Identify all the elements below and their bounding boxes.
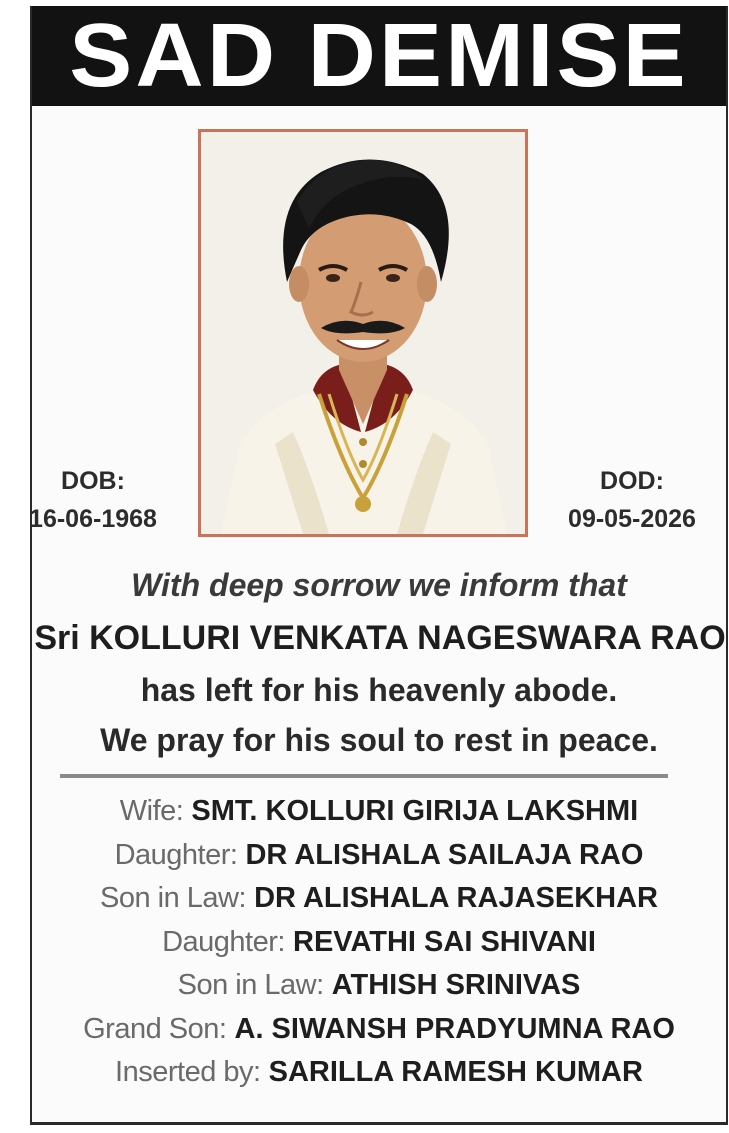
dod-date: 09-05-2026 [568, 505, 696, 533]
relation-label: Grand Son: [83, 1012, 227, 1045]
relative-row [32, 964, 726, 1008]
relative-row [32, 1051, 726, 1095]
date-of-death [547, 462, 717, 538]
message-prayer: We pray for his soul to rest in peace. [100, 722, 658, 758]
portrait-illustration [201, 132, 525, 534]
relative-row [32, 921, 726, 965]
relative-name: DR ALISHALA SAILAJA RAO [245, 838, 644, 871]
relative-row [32, 877, 726, 921]
message-heavenly-abode: has left for his heavenly abode. [140, 672, 618, 708]
dod-label: DOD: [600, 467, 664, 495]
divider [60, 774, 668, 778]
relation-label: Son in Law: [100, 882, 247, 914]
dob-label: DOB: [61, 467, 125, 495]
banner [32, 6, 726, 106]
relative-row [32, 834, 726, 878]
relative-name: REVATHI SAI SHIVANI [293, 925, 596, 958]
banner-title: SAD DEMISE [69, 6, 689, 106]
relation-label: Son in Law: [177, 969, 324, 1001]
portrait-photo [198, 129, 528, 537]
message-intro: With deep sorrow we inform that [131, 567, 627, 603]
relation-label: Daughter: [114, 838, 238, 871]
relative-row [32, 1008, 726, 1052]
dob-date: 16-06-1968 [29, 505, 157, 533]
relation-label: Daughter: [162, 925, 285, 958]
relation-label: Inserted by: [115, 1056, 261, 1088]
relation-label: Wife: [119, 795, 184, 827]
relative-name: DR ALISHALA RAJASEKHAR [254, 882, 658, 914]
relatives-list [32, 790, 726, 1095]
deceased-name: Sri KOLLURI VENKATA NAGESWARA RAO [34, 619, 726, 657]
obituary-notice [30, 6, 728, 1125]
relative-name: SMT. KOLLURI GIRIJA LAKSHMI [191, 795, 639, 827]
relative-name: ATHISH SRINIVAS [331, 969, 581, 1001]
date-of-birth [8, 462, 178, 538]
relative-name: A. SIWANSH PRADYUMNA RAO [234, 1012, 675, 1045]
relative-name: SARILLA RAMESH KUMAR [268, 1056, 643, 1088]
relative-row [32, 790, 726, 834]
